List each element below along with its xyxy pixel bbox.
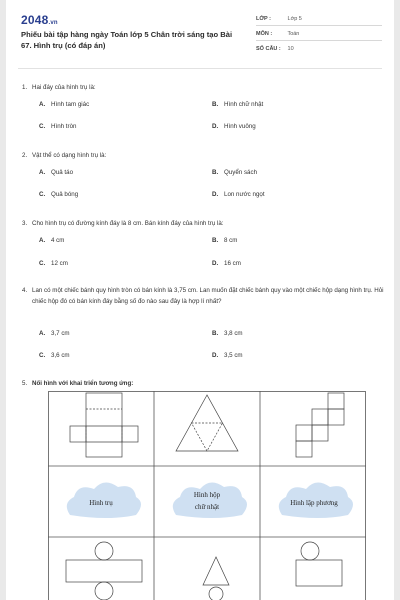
matching-table — [48, 391, 366, 600]
q3-option-d[interactable] — [212, 260, 241, 267]
q3-option-c[interactable] — [39, 260, 68, 267]
option-letter: C. — [39, 352, 46, 359]
option-letter: D. — [212, 191, 219, 198]
meta-row-subject — [256, 31, 382, 41]
option-letter: A. — [39, 101, 46, 108]
option-text: Lon nước ngọt — [224, 191, 265, 198]
question-number: 5. — [22, 380, 28, 387]
worksheet-page — [6, 0, 394, 600]
option-letter: D. — [212, 260, 219, 267]
label-line: Hình hộp — [193, 491, 221, 499]
option-text: 8 cm — [224, 237, 238, 244]
meta-row-class — [256, 16, 382, 26]
question-text: Vật thể có dạng hình trụ là: — [32, 152, 107, 159]
option-text: 4 cm — [51, 237, 65, 244]
question-1 — [22, 82, 384, 93]
option-text: Hình chữ nhật — [224, 101, 264, 108]
question-2 — [22, 150, 384, 161]
q1-option-b[interactable] — [212, 101, 263, 108]
option-text: Hình tròn — [51, 123, 77, 130]
q2-option-c[interactable] — [39, 191, 78, 198]
q4-option-d[interactable] — [212, 352, 243, 359]
option-letter: D. — [212, 123, 219, 130]
q1-option-c[interactable] — [39, 123, 76, 130]
q2-option-a[interactable] — [39, 169, 73, 176]
cube-net-figure — [296, 393, 344, 457]
option-text: 3,6 cm — [51, 352, 70, 359]
meta-row-count — [256, 46, 382, 55]
worksheet-header — [6, 0, 394, 64]
question-3 — [22, 218, 384, 229]
question-number: 3. — [22, 220, 28, 227]
q4-option-a[interactable] — [39, 330, 70, 337]
q1-option-d[interactable] — [212, 123, 256, 130]
q3-option-b[interactable] — [212, 237, 237, 244]
option-letter: B. — [212, 169, 219, 176]
cylinder-net-figure — [66, 542, 142, 600]
meta-value: 10 — [287, 46, 294, 52]
option-text: Quả bóng — [51, 191, 79, 198]
label-cylinder[interactable] — [56, 497, 146, 509]
q4-option-c[interactable] — [39, 352, 70, 359]
logo-suffix: .vn — [48, 20, 58, 26]
option-text: Hình vuông — [224, 123, 256, 130]
worksheet-title: Phiếu bài tập hàng ngày Toán lớp 5 Chân trời sáng tạo Bài 67. Hình trụ (có đáp án) — [21, 30, 233, 50]
q2-option-b[interactable] — [212, 169, 257, 176]
logo-text: 2048 — [21, 13, 49, 27]
meta-key: LỚP : — [256, 16, 271, 22]
label-line: Hình lập phương — [290, 499, 338, 507]
question-number: 1. — [22, 84, 28, 91]
option-letter: A. — [39, 237, 46, 244]
option-letter: C. — [39, 123, 46, 130]
question-number: 4. — [22, 287, 28, 294]
option-letter: B. — [212, 101, 219, 108]
option-text: Hình tam giác — [51, 101, 90, 108]
option-letter: B. — [212, 237, 219, 244]
question-text: Cho hình trụ có đường kính đáy là 8 cm. Bán kính đáy của hình trụ là: — [32, 220, 224, 227]
option-text: Quả táo — [51, 169, 74, 176]
meta-value: Lớp 5 — [287, 16, 302, 22]
option-text: 3,7 cm — [51, 330, 70, 337]
meta-value: Toán — [287, 31, 300, 37]
label-line: Hình trụ — [89, 499, 113, 507]
meta-key: SỐ CÂU : — [256, 46, 281, 52]
option-letter: A. — [39, 330, 46, 337]
q3-option-a[interactable] — [39, 237, 64, 244]
option-text: 3,5 cm — [224, 352, 243, 359]
option-letter: B. — [212, 330, 219, 337]
option-text: 16 cm — [224, 260, 241, 267]
question-text: Hai đáy của hình trụ là: — [32, 84, 96, 91]
option-letter: C. — [39, 191, 46, 198]
question-4 — [22, 285, 384, 307]
header-divider — [18, 68, 382, 69]
question-5 — [22, 378, 384, 389]
option-text: 3,8 cm — [224, 330, 243, 337]
label-cube[interactable] — [266, 497, 362, 509]
triangle-net-figure — [176, 395, 238, 451]
box-net-figure — [70, 393, 138, 457]
option-letter: C. — [39, 260, 46, 267]
q2-option-d[interactable] — [212, 191, 265, 198]
q4-option-b[interactable] — [212, 330, 243, 337]
option-letter: D. — [212, 352, 219, 359]
question-text: Nối hình với khai triển tương ứng: — [32, 380, 134, 387]
option-text: Quyển sách — [224, 169, 258, 176]
q1-option-a[interactable] — [39, 101, 89, 108]
question-number: 2. — [22, 152, 28, 159]
option-letter: A. — [39, 169, 46, 176]
option-text: 12 cm — [51, 260, 68, 267]
cylinder-side-net-figure — [296, 542, 342, 586]
meta-key: MÔN : — [256, 31, 273, 37]
label-line: chữ nhật — [194, 503, 220, 511]
site-logo[interactable] — [21, 13, 58, 27]
label-rectangular-box[interactable] — [162, 489, 252, 513]
cone-net-figure — [203, 557, 229, 600]
question-text: Lan có một chiếc bánh quy hình tròn có bán kính là 3,75 cm. Lan muốn đặt chiếc bánh quy vào một chiếc hộp dạng hình trụ. Hỏi chiếc hộp đó có bán kính đáy bằng số đo nào sau đây là hợp lí nhất? — [32, 287, 384, 305]
